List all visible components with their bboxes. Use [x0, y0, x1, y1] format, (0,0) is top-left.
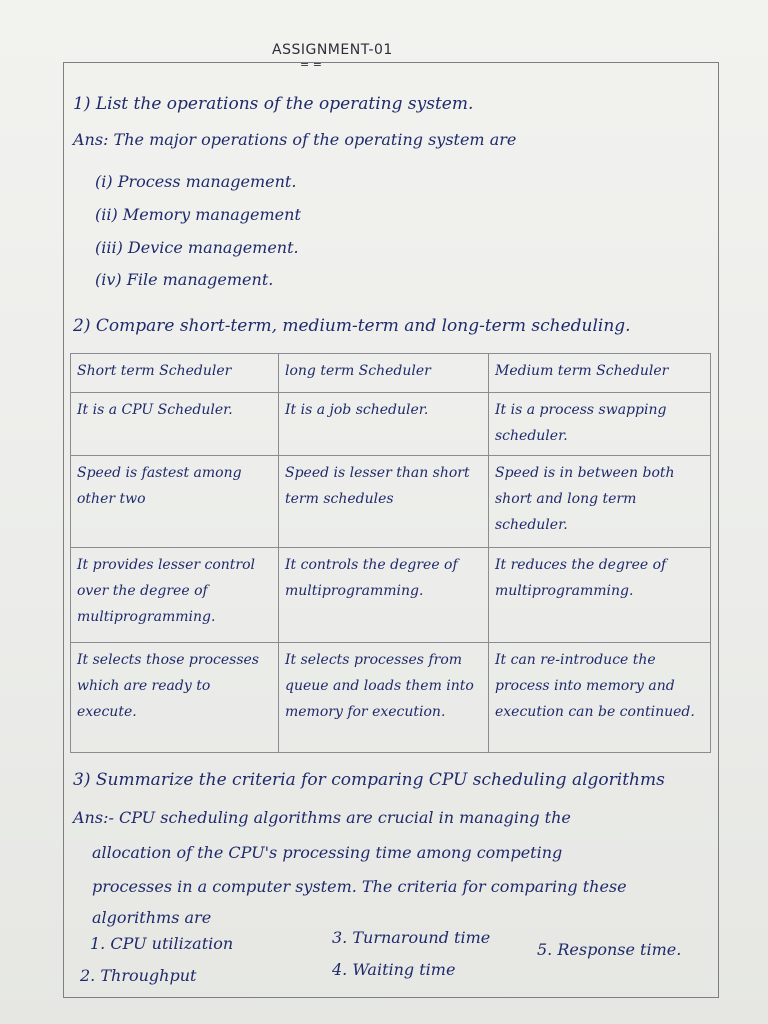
title-underline: = =: [300, 58, 322, 71]
q3-answer-line: algorithms are: [92, 908, 212, 927]
q3-criterion: 1. CPU utilization: [90, 934, 234, 953]
q3-criterion: 5. Response time.: [537, 940, 682, 959]
q3-answer-line: processes in a computer system. The criteria for comparing these: [92, 877, 627, 896]
q3-criterion: 2. Throughput: [80, 966, 197, 985]
q3-question: 3) Summarize the criteria for comparing CPU scheduling algorithms: [73, 770, 665, 790]
header-cell: Medium term Scheduler: [489, 354, 711, 393]
table-cell: It provides lesser control over the degree of multiprogramming.: [71, 548, 279, 643]
q1-item: (iv) File management.: [95, 270, 274, 289]
table-cell: Speed is in between both short and long term scheduler.: [489, 456, 711, 548]
table-cell: Speed is lesser than short term schedules: [279, 456, 489, 548]
q3-criterion: 4. Waiting time: [332, 960, 456, 979]
q1-answer: Ans: The major operations of the operating system are: [73, 130, 517, 149]
table-cell: Speed is fastest among other two: [71, 456, 279, 548]
q2-question: 2) Compare short-term, medium-term and long-term scheduling.: [73, 316, 631, 336]
table-cell: It is a CPU Scheduler.: [71, 393, 279, 456]
table-cell: It is a job scheduler.: [279, 393, 489, 456]
q1-item: (i) Process management.: [95, 172, 297, 191]
table-row: [71, 548, 711, 643]
header-cell: Short term Scheduler: [71, 354, 279, 393]
q3-answer-line: allocation of the CPU's processing time among competing: [92, 843, 563, 862]
q1-question: 1) List the operations of the operating system.: [73, 94, 474, 114]
table-cell: It selects processes from queue and loads them into memory for execution.: [279, 643, 489, 753]
table-header-row: [71, 354, 711, 393]
q3-criterion: 3. Turnaround time: [332, 928, 491, 947]
table-cell: It reduces the degree of multiprogramming.: [489, 548, 711, 643]
table-cell: It is a process swapping scheduler.: [489, 393, 711, 456]
table-cell: It selects those processes which are ready to execute.: [71, 643, 279, 753]
q1-item: (iii) Device management.: [95, 238, 299, 257]
scheduler-comparison-table: [70, 353, 711, 753]
table-row: [71, 393, 711, 456]
table-row: [71, 456, 711, 548]
table-cell: It can re-introduce the process into memory and execution can be continued.: [489, 643, 711, 753]
page-title: ASSIGNMENT-01: [272, 42, 393, 58]
header-cell: long term Scheduler: [279, 354, 489, 393]
table-cell: It controls the degree of multiprogramming.: [279, 548, 489, 643]
table-row: [71, 643, 711, 753]
q3-answer-line: Ans:- CPU scheduling algorithms are crucial in managing the: [73, 808, 571, 827]
q1-item: (ii) Memory management: [95, 205, 301, 224]
